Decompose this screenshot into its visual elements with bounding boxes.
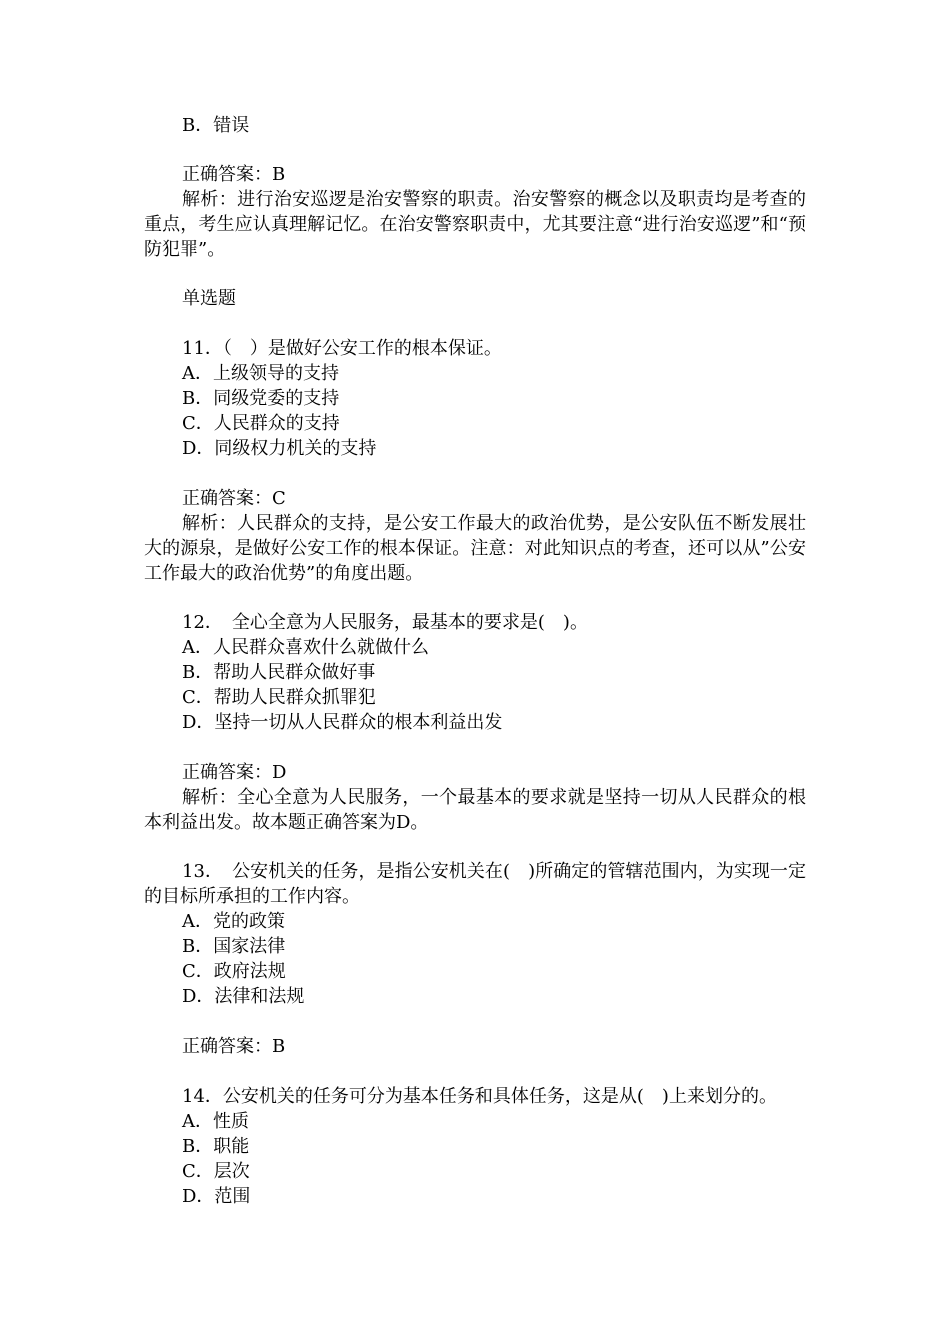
answer-10: 正确答案：B <box>182 164 286 185</box>
question-14-option-b: B．职能 <box>182 1136 250 1157</box>
question-11-option-d: D．同级权力机关的支持 <box>182 438 377 459</box>
question-14-option-a: A．性质 <box>182 1111 249 1132</box>
question-14-option-c: C．层次 <box>182 1161 250 1182</box>
question-12-option-a: A．人民群众喜欢什么就做什么 <box>182 637 429 658</box>
question-12-answer: 正确答案：D <box>182 762 287 783</box>
question-13-answer: 正确答案：B <box>182 1036 286 1057</box>
question-13-option-a: A．党的政策 <box>182 911 285 932</box>
question-12-option-c: C．帮助人民群众抓罪犯 <box>182 687 376 708</box>
question-13-option-c: C．政府法规 <box>182 961 286 982</box>
question-11-option-a: A．上级领导的支持 <box>182 363 339 384</box>
question-12-option-d: D．坚持一切从人民群众的根本利益出发 <box>182 712 503 733</box>
question-14-stem: 14．公安机关的任务可分为基本任务和具体任务，这是从( )上来划分的。 <box>182 1086 777 1107</box>
section-title: 单选题 <box>182 288 236 309</box>
question-14-option-d: D．范围 <box>182 1186 251 1207</box>
analysis-10: 解析：进行治安巡逻是治安警察的职责。治安警察的概念以及职责均是考查的重点，考生应认真理解记忆。在治安警察职责中，尤其要注意“进行治安巡逻”和“预防犯罪”。 <box>144 189 806 260</box>
option-b: B．错误 <box>182 115 250 136</box>
question-11-option-b: B．同级党委的支持 <box>182 388 340 409</box>
question-11-answer: 正确答案：C <box>182 488 286 509</box>
question-12-option-b: B．帮助人民群众做好事 <box>182 662 376 683</box>
question-13-stem: 13． 公安机关的任务，是指公安机关在( )所确定的管辖范围内，为实现一定的目标所承担的工作内容。 <box>144 861 806 907</box>
question-11-stem: 11．（ ）是做好公安工作的根本保证。 <box>182 338 502 359</box>
question-12-stem: 12． 全心全意为人民服务，最基本的要求是( )。 <box>182 612 588 633</box>
question-13-option-d: D．法律和法规 <box>182 986 305 1007</box>
question-11-option-c: C．人民群众的支持 <box>182 413 340 434</box>
question-13-option-b: B．国家法律 <box>182 936 286 957</box>
question-11-analysis: 解析：人民群众的支持，是公安工作最大的政治优势，是公安队伍不断发展壮大的源泉，是做好公安工作的根本保证。注意：对此知识点的考查，还可以从”公安工作最大的政治优势”的角度出题。 <box>144 513 806 584</box>
question-12-analysis: 解析：全心全意为人民服务，一个最基本的要求就是坚持一切从人民群众的根本利益出发。故本题正确答案为D。 <box>144 787 806 833</box>
